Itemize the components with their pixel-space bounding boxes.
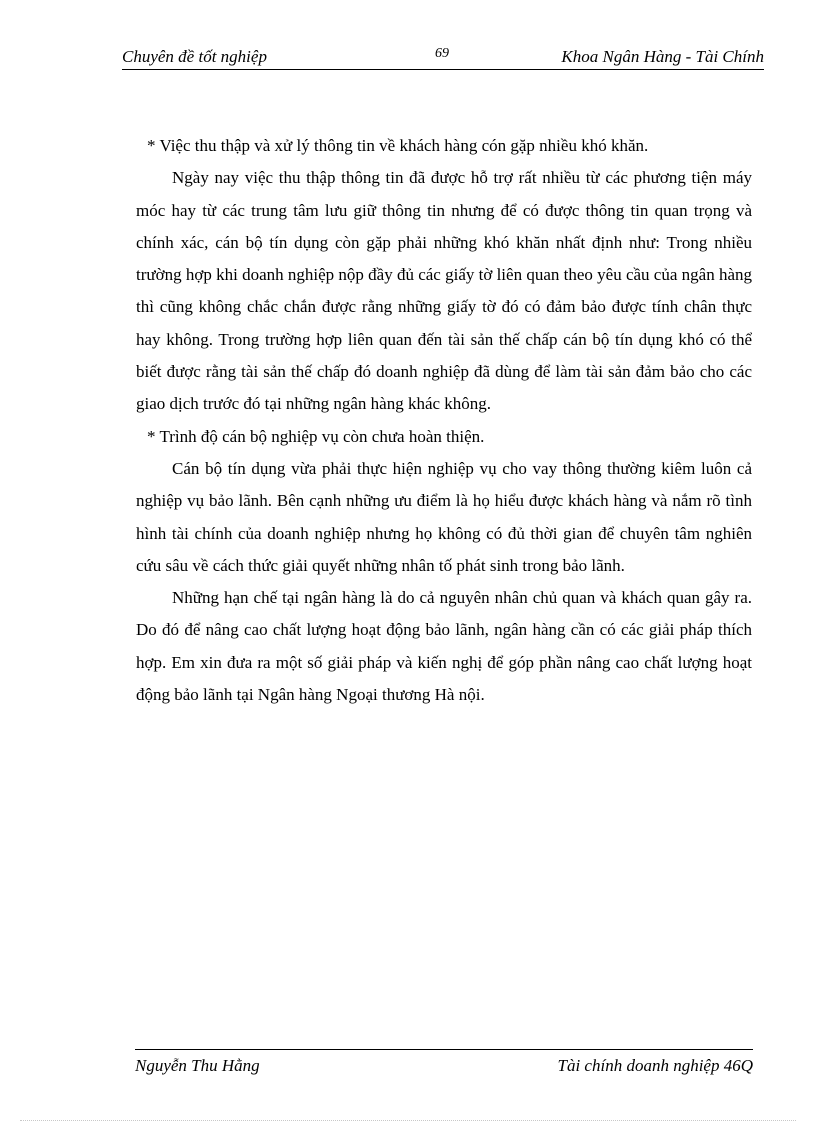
- page-header: [122, 47, 764, 70]
- section-heading-staff: * Trình độ cán bộ nghiệp vụ còn chưa hoàn thiện.: [147, 426, 485, 446]
- body-text: [136, 130, 752, 711]
- header-title: Chuyên đề tốt nghiệp: [122, 47, 267, 66]
- footer-class: Tài chính doanh nghiệp 46Q: [557, 1056, 753, 1075]
- section-heading-information: * Việc thu thập và xử lý thông tin về khách hàng cón gặp nhiều khó khăn.: [147, 136, 649, 155]
- page-bottom-divider: [20, 1120, 796, 1121]
- page-number: 69: [435, 46, 449, 61]
- page-footer: [135, 1049, 753, 1076]
- paragraph-conclusion: Những hạn chế tại ngân hàng là do cả nguyên nhân chủ quan và khách quan gây ra. Do đó để nâng cao chất lượng hoạt động bảo lãnh, ngân hàng cần có các giải pháp thích hợp. Em xin đưa ra một số giải pháp và kiến nghị để góp phần nâng cao chất lượng hoạt động bảo lãnh tại Ngân hàng Ngoại thương Hà nội.: [136, 588, 752, 705]
- paragraph-staff: Cán bộ tín dụng vừa phải thực hiện nghiệp vụ cho vay thông thường kiêm luôn cả nghiệp vụ bảo lãnh. Bên cạnh những ưu điểm là họ hiểu được khách hàng và nắm rõ tình hình tài chính của doanh nghiệp nhưng họ không có đủ thời gian để chuyên tâm nghiên cứu sâu về cách thức giải quyết những nhân tố phát sinh trong bảo lãnh.: [136, 458, 752, 575]
- paragraph-information-collection: Ngày nay việc thu thập thông tin đã được hỗ trợ rất nhiều từ các phương tiện máy móc hay từ các trung tâm lưu giữ thông tin nhưng để có được thông tin quan trọng và chính xác, cán bộ tín dụng còn gặp phải những khó khăn nhất định như: Trong nhiều trường hợp khi doanh nghiệp nộp đầy đủ các giấy tờ liên quan theo yêu cầu của ngân hàng thì cũng không chắc chắn được rằng những giấy tờ đó có đảm bảo được tính chân thực hay không. Trong trường hợp liên quan đến tài sản thế chấp cán bộ tín dụng khó có thể biết được rằng tài sản thế chấp đó doanh nghiệp đã dùng để làm tài sản đảm bảo cho các giao dịch trước đó tại những ngân hàng khác không.: [136, 168, 752, 414]
- footer-author: Nguyễn Thu Hằng: [135, 1056, 260, 1075]
- header-faculty: Khoa Ngân Hàng - Tài Chính: [561, 47, 764, 66]
